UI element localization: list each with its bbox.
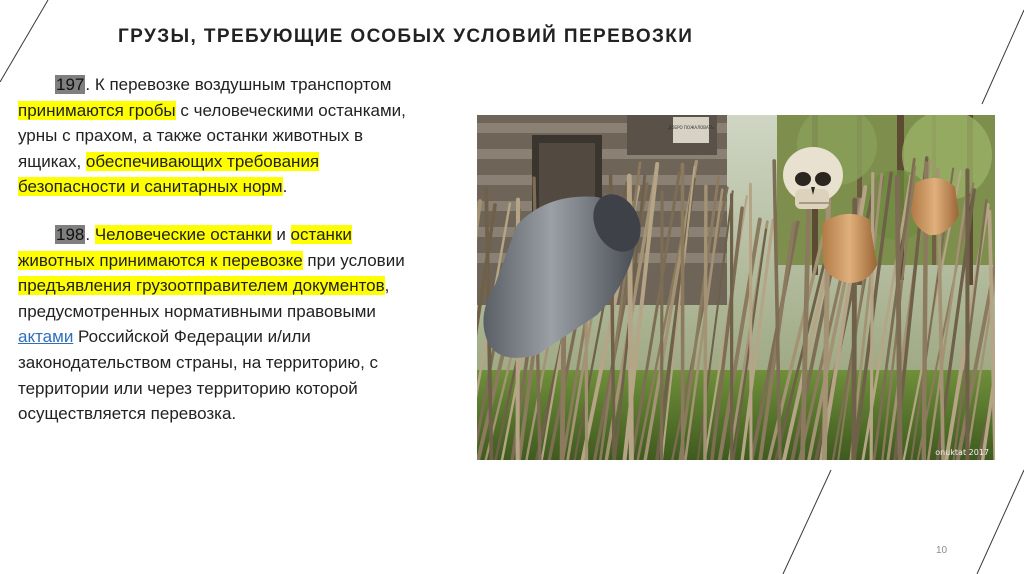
slide-title: ГРУЗЫ, ТРЕБУЮЩИЕ ОСОБЫХ УСЛОВИЙ ПЕРЕВОЗКИ (118, 26, 694, 47)
text-run: . К перевозке воздушным транспортом (85, 75, 392, 94)
highlighted-text: обеспечивающих требования безопасности и санитарных норм (18, 151, 320, 197)
photo-watermark: onuktat 2017 (935, 448, 989, 457)
text-run: , предусмотренных нормативными правовыми (18, 276, 390, 321)
fence-stake (897, 177, 900, 460)
highlighted-text: предъявления грузоотправителем документов (18, 276, 385, 296)
text-run: . (85, 224, 95, 244)
highlighted-text: принимаются гробы (18, 100, 176, 120)
fence-stake (750, 184, 751, 460)
fence-stake (662, 192, 663, 460)
text-run: . (282, 177, 288, 197)
paragraph-197 (18, 72, 428, 200)
paragraph-number: 198 (56, 224, 85, 244)
clay-jug (822, 214, 877, 283)
fence-photo-illustration (477, 115, 995, 460)
highlighted-text: останки животных принимаются к перевозке (18, 224, 352, 270)
paragraph-number: 197 (56, 75, 85, 94)
fence-stake (871, 174, 873, 460)
body-text (18, 72, 428, 427)
text-run: при условии (302, 250, 405, 270)
welcome-sign-text: ДОБРО ПОЖАЛОВАТЬ (668, 125, 714, 130)
highlighted-text: Человеческие останки (94, 224, 272, 244)
acts-link[interactable]: актами (18, 327, 74, 347)
text-run: и (271, 224, 291, 244)
text-run: с человеческими останками, урны с прахом, а также останки животных в ящиках, (18, 100, 406, 171)
text-run: Российской Федерации и/или законодательством страны, на территорию, с территории или через территорию которой осуществляется перевозка. (18, 327, 379, 424)
paragraph-198 (18, 222, 428, 427)
fence-photo (477, 115, 995, 460)
fence-stake (705, 186, 706, 460)
page-number: 10 (936, 545, 948, 556)
